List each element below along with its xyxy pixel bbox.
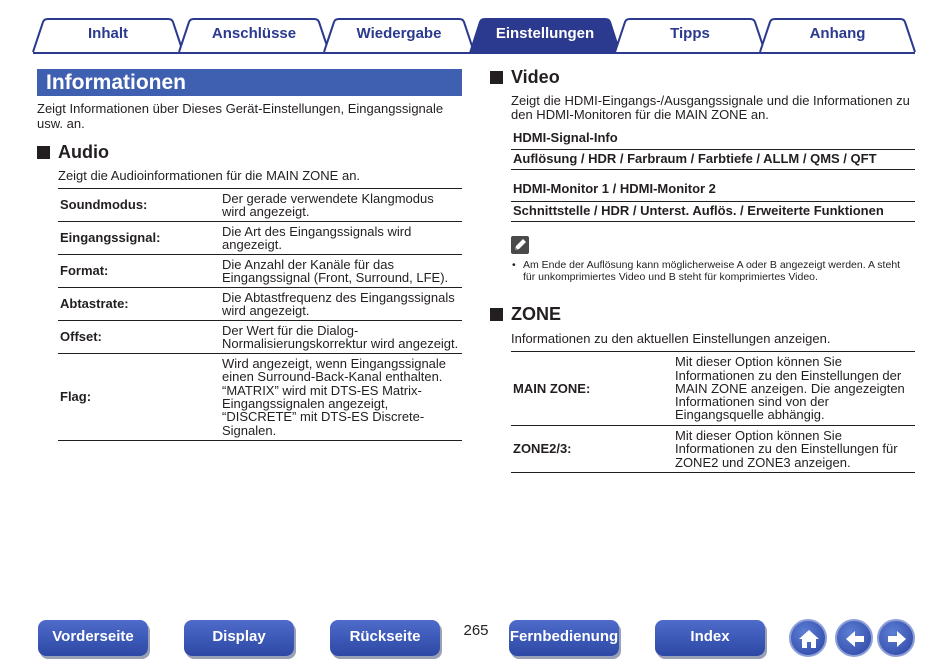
- hdmi-monitor-title: HDMI-Monitor 1 / HDMI-Monitor 2: [513, 181, 716, 196]
- nav-button-label: Index: [690, 628, 730, 645]
- row-value: Der Wert für die Dialog-Normalisierungskorrektur wird angezeigt.: [220, 321, 462, 354]
- tab-label: Tipps: [670, 25, 710, 42]
- back-button[interactable]: [835, 619, 873, 657]
- audio-heading: [37, 141, 109, 163]
- row-key: Flag:: [58, 354, 220, 441]
- table-row: [58, 288, 462, 321]
- square-bullet-icon: [490, 71, 503, 84]
- square-bullet-icon: [37, 146, 50, 159]
- row-value: Mit dieser Option können Sie Informationen zu den Einstellungen für ZONE2 und ZONE3 anzeigen.: [673, 426, 915, 473]
- section-intro: Zeigt Informationen über Dieses Gerät-Einstellungen, Eingangssignale usw. an.: [37, 101, 444, 131]
- zone-info-table: [511, 351, 915, 473]
- zone-heading: [490, 303, 561, 325]
- zone-description: Informationen zu den aktuellen Einstellungen anzeigen.: [511, 331, 831, 346]
- video-note: [512, 259, 912, 283]
- divider: [511, 221, 915, 222]
- hdmi-signal-info-title: HDMI-Signal-Info: [513, 130, 618, 145]
- home-button[interactable]: [789, 619, 827, 657]
- nav-button-label: Display: [212, 628, 266, 645]
- nav-button-rueckseite[interactable]: [330, 620, 440, 656]
- bullet-icon: •: [512, 259, 516, 271]
- table-row: [511, 352, 915, 426]
- square-bullet-icon: [490, 308, 503, 321]
- row-key: Eingangssignal:: [58, 222, 220, 255]
- home-icon: [798, 628, 820, 650]
- tab-label: Inhalt: [88, 25, 128, 42]
- hdmi-signal-info-items: Auflösung / HDR / Farbraum / Farbtiefe / ALLM / QMS / QFT: [513, 151, 877, 166]
- table-row: [58, 354, 462, 441]
- table-row: [511, 426, 915, 473]
- page-number: 265: [463, 622, 489, 639]
- tab-anschluesse[interactable]: [179, 19, 329, 53]
- tab-wiedergabe[interactable]: [324, 19, 474, 53]
- row-key: Offset:: [58, 321, 220, 354]
- arrow-left-icon: [844, 628, 866, 650]
- tab-anhang[interactable]: [760, 19, 915, 53]
- tab-einstellungen[interactable]: [470, 19, 620, 53]
- video-note-text: Am Ende der Auflösung kann möglicherweise A oder B angezeigt werden. A steht für unkomprimiertes Video und B steht für komprimiertes Video.: [523, 259, 901, 283]
- row-key: Format:: [58, 255, 220, 288]
- nav-button-label: Fernbedienung: [509, 628, 619, 645]
- audio-heading-text: Audio: [58, 142, 109, 162]
- row-key: MAIN ZONE:: [511, 352, 673, 426]
- row-key: Abtastrate:: [58, 288, 220, 321]
- nav-button-fernbedienung[interactable]: [509, 620, 619, 656]
- row-key: ZONE2/3:: [511, 426, 673, 473]
- row-value: Die Art des Eingangssignals wird angezeigt.: [220, 222, 462, 255]
- video-heading: [490, 66, 560, 88]
- audio-info-table: [58, 188, 462, 441]
- tab-label: Anschlüsse: [211, 25, 297, 42]
- video-description: Zeigt die HDMI-Eingangs-/Ausgangssignale und die Informationen zu den HDMI-Monitoren für die MAIN ZONE an.: [511, 93, 910, 122]
- tab-label: Wiedergabe: [356, 25, 442, 42]
- row-value: Die Abtastfrequenz des Eingangssignals wird angezeigt.: [220, 288, 462, 321]
- pencil-note-icon: [511, 236, 529, 254]
- table-row: [58, 222, 462, 255]
- section-title-banner: [37, 69, 462, 96]
- row-value: Die Anzahl der Kanäle für das Eingangssignal (Front, Surround, LFE).: [220, 255, 462, 288]
- nav-button-label: Rückseite: [349, 628, 421, 645]
- nav-button-display[interactable]: [184, 620, 294, 656]
- tab-tipps[interactable]: [615, 19, 765, 53]
- row-value: Mit dieser Option können Sie Informationen zu den Einstellungen der MAIN ZONE anzeigen. Die angezeigten Informationen sind von der Eingangsquelle abhängig.: [673, 352, 915, 426]
- video-heading-text: Video: [511, 67, 560, 87]
- row-value: Der gerade verwendete Klangmodus wird angezeigt.: [220, 189, 462, 222]
- zone-heading-text: ZONE: [511, 304, 562, 324]
- section-title: Informationen: [46, 71, 186, 94]
- table-row: [58, 255, 462, 288]
- table-row: [58, 321, 462, 354]
- nav-button-index[interactable]: [655, 620, 765, 656]
- tab-label: Einstellungen: [495, 25, 595, 42]
- nav-button-vorderseite[interactable]: [38, 620, 148, 656]
- tab-bar: [0, 0, 950, 56]
- row-value: Wird angezeigt, wenn Eingangssignale einen Surround-Back-Kanal enthalten. “MATRIX” wird mit DTS-ES Matrix-Eingangssignalen angezeigt, “DISCRETE” mit DTS-ES Discrete-Signalen.: [220, 354, 462, 441]
- nav-button-label: Vorderseite: [52, 628, 134, 645]
- row-key: Soundmodus:: [58, 189, 220, 222]
- tab-label: Anhang: [809, 25, 866, 42]
- tab-inhalt[interactable]: [33, 19, 183, 53]
- audio-description: Zeigt die Audioinformationen für die MAIN ZONE an.: [58, 168, 361, 183]
- arrow-right-icon: [886, 628, 908, 650]
- divider: [511, 169, 915, 170]
- hdmi-monitor-items: Schnittstelle / HDR / Unterst. Auflös. / Erweiterte Funktionen: [513, 203, 884, 218]
- table-row: [58, 189, 462, 222]
- forward-button[interactable]: [877, 619, 915, 657]
